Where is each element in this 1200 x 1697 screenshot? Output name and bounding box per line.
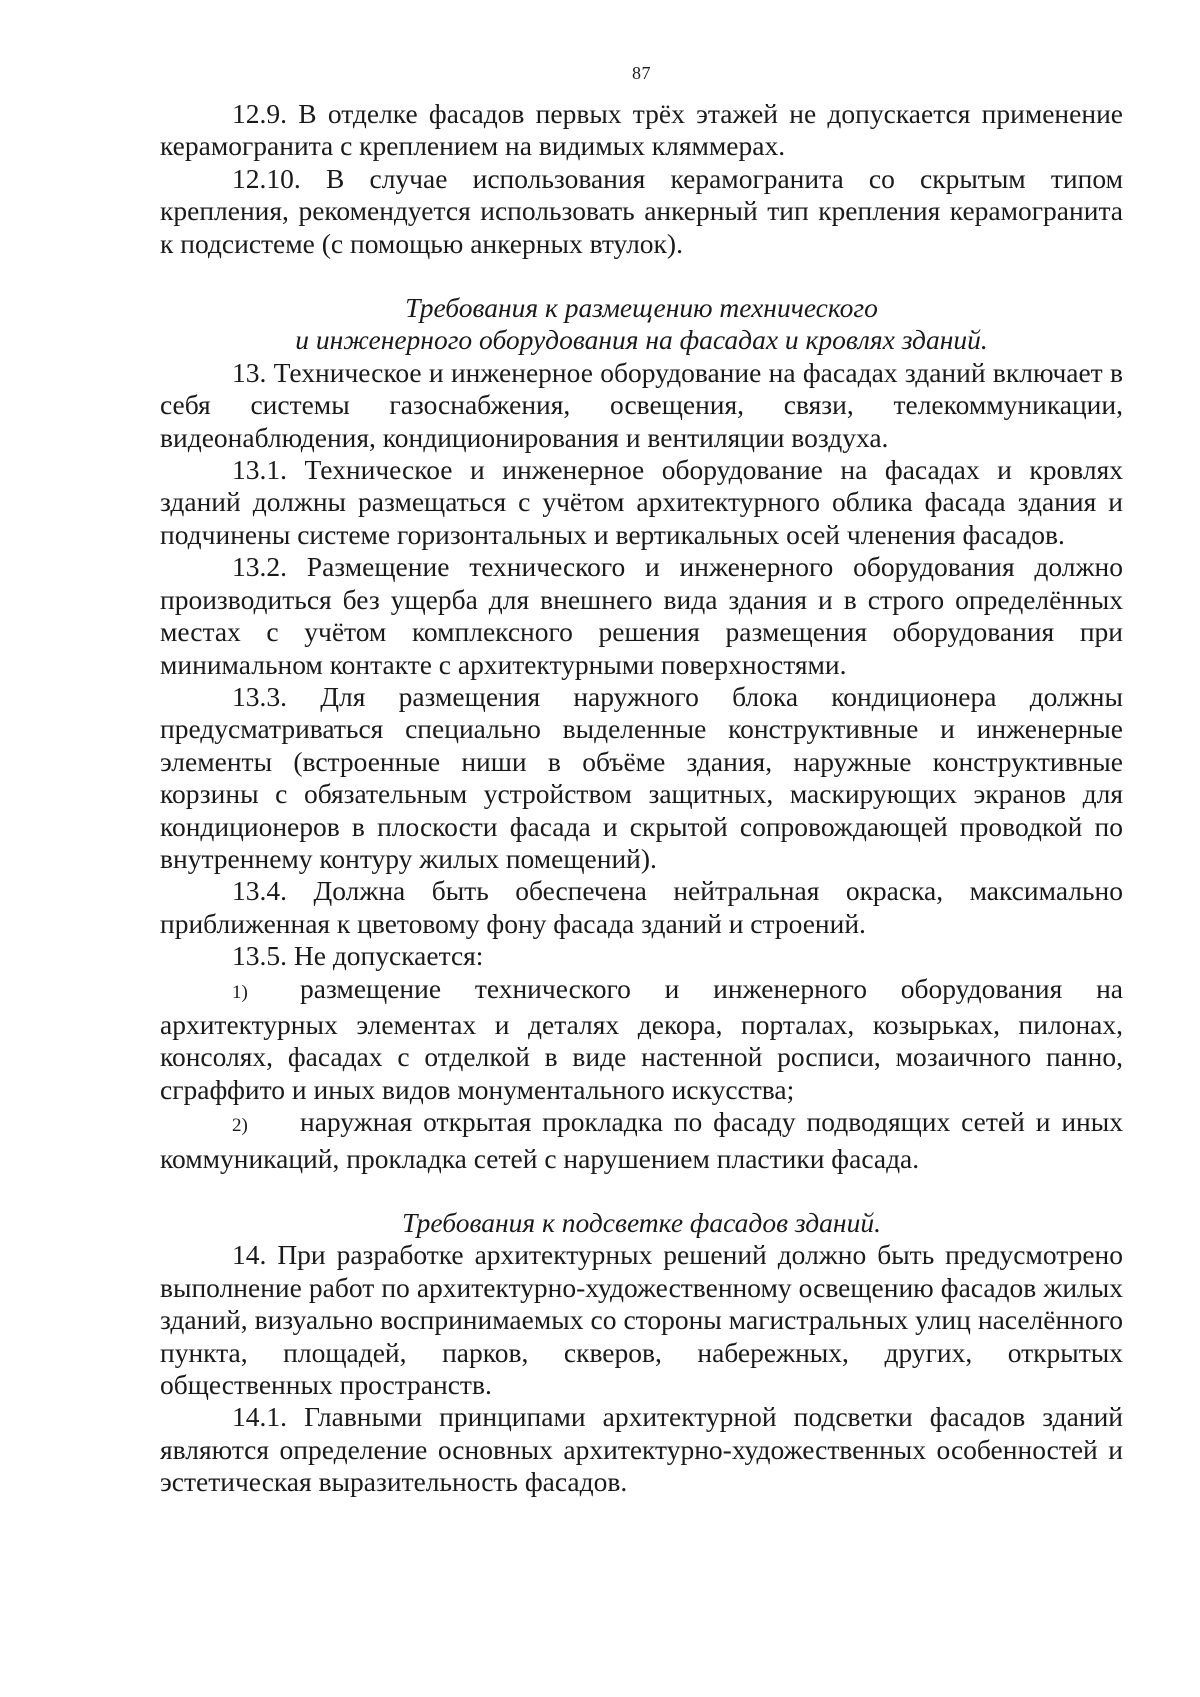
paragraph-13: 13. Техническое и инженерное оборудование на фасадах зданий включает в себя системы газоснабжения, освещения, связи, телекоммуникации, видеонаблюдения, кондиционирования и вентиляции воздуха. [160,356,1123,453]
document-page [160,62,1123,1499]
list-item-text: размещение технического и инженерного оборудования на архитектурных элементах и деталях декора, порталах, козырьках, пилонах, консолях, фасадах с отделкой в виде настенной росписи, мозаичного панно, сграффито и иных видов монументального искусства; [160,972,1123,1105]
paragraph-13-5: 13.5. Не допускается: [232,940,484,972]
heading-line-1: Требования к размещению технического [405,292,878,324]
paragraph-12-9: 12.9. В отделке фасадов первых трёх этажей не допускается применение керамогранита с креплением на видимых кляммерах. [160,98,1123,162]
list-item-text: наружная открытая прокладка по фасаду подводящих сетей и иных коммуникаций, прокладка сетей с нарушением пластики фасада. [160,1106,1123,1174]
list-marker: 1) [232,981,248,1003]
paragraph-13-1: 13.1. Техническое и инженерное оборудование на фасадах и кровлях зданий должны размещаться с учётом архитектурного облика фасада здания и подчинены системе горизонтальных и вертикальных осей членения фасадов. [160,454,1123,550]
list-marker: 2) [232,1115,248,1137]
page-number: 87 [632,63,651,83]
section-heading-lighting: Требования к подсветке фасадов зданий. [402,1207,881,1238]
paragraph-13-3: 13.3. Для размещения наружного блока кондиционера должны предусматриваться специально выделенные конструктивные и инженерные элементы (встроенные ниши в объёме здания, наружные конструктивные корзины с обязательным устройством защитных, маскирующих экранов для кондиционеров в плоскости фасада и скрытой сопровождающей проводкой по внутреннему контуру жилых помещений). [160,680,1123,874]
section-gap [160,1175,1123,1207]
section-heading-equipment [160,292,1123,357]
paragraph-12-10: 12.10. В случае использования керамогранита со скрытым типом крепления, рекомендуется использовать анкерный тип крепления керамогранита к подсистеме (с помощью анкерных втулок). [160,162,1123,259]
paragraph-14: 14. При разработке архитектурных решений должно быть предусмотрено выполнение работ по архитектурно-художественному освещению фасадов жилых зданий, визуально воспринимаемых со стороны магистральных улиц населённого пункта, площадей, парков, скверов, набережных, других, открытых общественных пространств. [160,1239,1123,1401]
heading-line-2: и инженерного оборудования на фасадах и кровлях зданий. [295,324,988,356]
section-gap [160,260,1123,292]
paragraph-13-4: 13.4. Должна быть обеспечена нейтральная окраска, максимально приближенная к цветовому фону фасада зданий и строений. [160,875,1123,939]
list-item [160,1106,1123,1175]
paragraph-14-1: 14.1. Главными принципами архитектурной подсветки фасадов зданий являются определение основных архитектурно-художественных особенностей и эстетическая выразительность фасадов. [160,1401,1123,1498]
paragraph-13-2: 13.2. Размещение технического и инженерного оборудования должно производиться без ущерба для внешнего вида здания и в строго определённых местах с учётом комплексного решения размещения оборудования при минимальном контакте с архитектурными поверхностями. [160,551,1123,680]
list-item [160,973,1123,1107]
